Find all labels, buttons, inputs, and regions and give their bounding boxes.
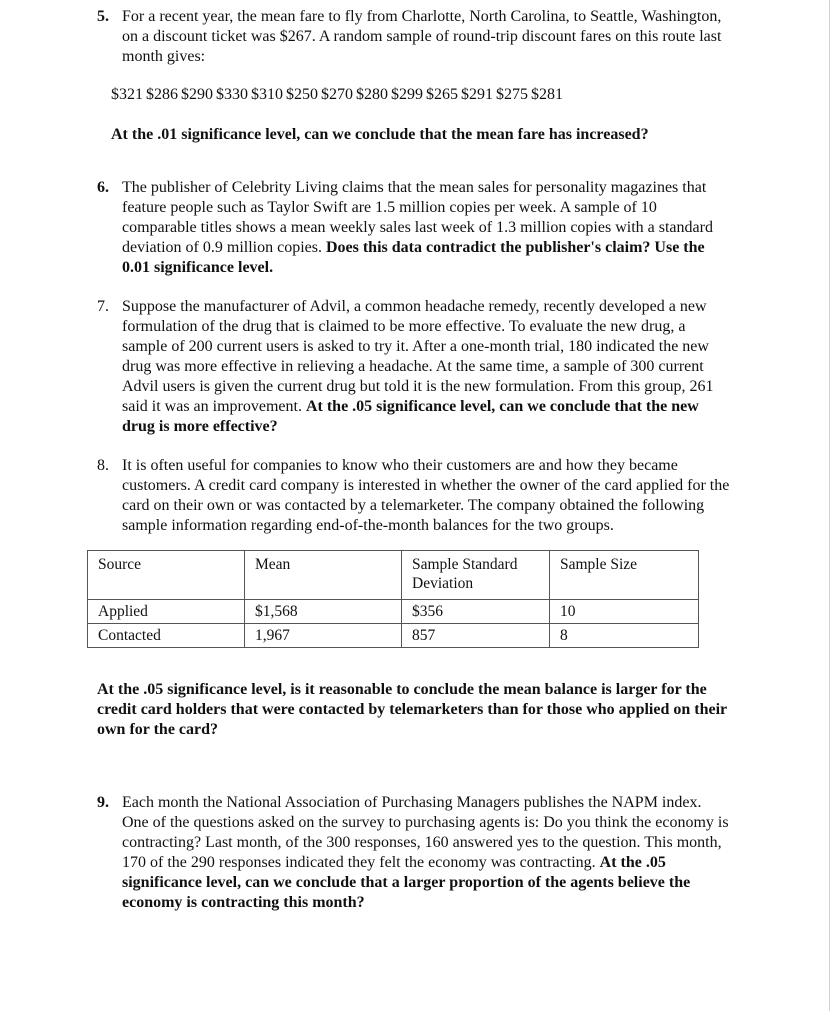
cell: $1,568	[245, 600, 402, 624]
question-7	[97, 297, 737, 437]
question-5	[97, 7, 737, 67]
question-text: It is often useful for companies to know who their customers are and how they became customers. A credit card company is interested in whether the owner of the card applied for the card on their own or was contacted by a telemarketer. The company obtained the following sample information regarding end-of-the-month balances for the two groups.	[122, 457, 730, 534]
question-number: 9.	[97, 794, 109, 811]
cell: $356	[402, 600, 550, 624]
fares-list: $321 $286 $290 $330 $310 $250 $270 $280 $299 $265 $291 $275 $281	[111, 86, 563, 103]
cell: 10	[550, 600, 699, 624]
page-edge-divider	[829, 0, 830, 1011]
question-8	[97, 456, 737, 536]
balances-table	[87, 550, 699, 648]
question-text: The publisher of Celebrity Living claims that the mean sales for personality magazines that feature people such as Taylor Swift are 1.5 million copies per week. A sample of 10 comparable titles shows a mean weekly sales last week of 1.3 million copies with a standard deviation of 0.9 million copies.	[122, 179, 713, 256]
question-prompt: Does this data contradict the publisher's claim? Use the 0.01 significance level.	[122, 239, 705, 276]
question-number: 8.	[97, 457, 109, 474]
table-row	[88, 624, 699, 648]
question-9	[97, 793, 737, 913]
table-header-row	[88, 551, 699, 600]
cell: 8	[550, 624, 699, 648]
cell: Contacted	[88, 624, 245, 648]
question-number: 6.	[97, 179, 109, 196]
question-text: For a recent year, the mean fare to fly from Charlotte, North Carolina, to Seattle, Washington, on a discount ticket was $267. A random sample of round-trip discount fares on this route last month gives:	[122, 8, 722, 65]
question-text: Suppose the manufacturer of Advil, a common headache remedy, recently developed a new formulation of the drug that is claimed to be more effective. To evaluate the new drug, a sample of 200 current users is asked to try it. After a one-month trial, 180 indicated the new drug was more effective in relieving a headache. At the same time, a sample of 300 current Advil users is given the current drug but told it is the new formulation. From this group, 261 said it was an improvement.	[122, 298, 714, 415]
question-prompt: At the .05 significance level, can we conclude that the new drug is more effective?	[122, 398, 699, 435]
header-cell: Mean	[245, 551, 402, 600]
cell: 857	[402, 624, 550, 648]
cell: Applied	[88, 600, 245, 624]
question-text: Each month the National Association of Purchasing Managers publishes the NAPM index. One of the questions asked on the survey to purchasing agents is: Do you think the economy is contracting? Last month, of the 300 responses, 160 answered yes to the question. This month, 170 of the 290 responses indicated they felt the economy was contracting.	[122, 794, 729, 871]
header-cell: Sample Size	[550, 551, 699, 600]
question-prompt: At the .01 significance level, can we conclude that the mean fare has increased?	[111, 126, 649, 143]
cell: 1,967	[245, 624, 402, 648]
question-number: 7.	[97, 298, 109, 315]
header-cell: Sample Standard Deviation	[402, 551, 550, 600]
question-6	[97, 178, 737, 278]
question-prompt: At the .05 significance level, is it reasonable to conclude the mean balance is larger for the credit card holders that were contacted by telemarketers than for those who applied on their own for the card?	[97, 681, 727, 738]
table-row	[88, 600, 699, 624]
question-prompt: At the .05 significance level, can we conclude that a larger proportion of the agents believe the economy is contracting this month?	[122, 854, 691, 911]
question-number: 5.	[97, 8, 109, 25]
header-cell: Source	[88, 551, 245, 600]
